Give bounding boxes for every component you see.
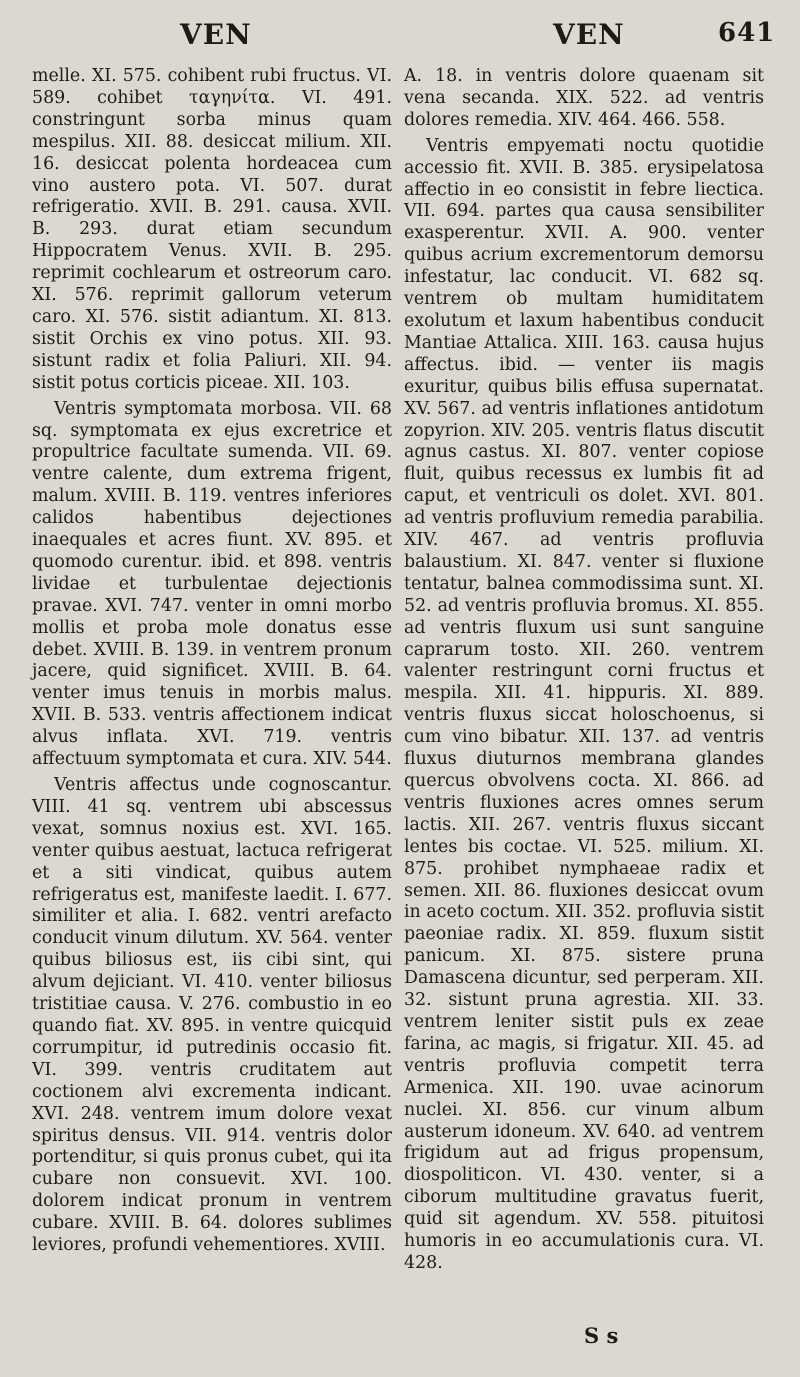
entry-paragraph: Ventris empyemati noctu quotidie accessio fit. XVII. B. 385. erysipelatosa affectio in eo consistit in febre liectica. VII. 694. partes qua causa sensibiliter exasperentur. XVII. A. 900. venter quibus acrium excrementorum demorsu infestatur, lac conducit. VI. 682 sq. ventrem ob multam humiditatem exolutum et laxum habentibus conducit Mantiae Attalica. XIII. 163. causa hujus affectus. ibid. — venter iis magis exuritur, quibus bilis effusa supernatat. XV. 567. ad ventris inflationes antidotum zopyrion. XIV. 205. ventris flatus discutit agnus castus. XI. 807. venter copiose fluit, quibus recessus ex lumbis fit ad caput, et ventriculi os dolet. XVI. 801. ad ventris profluvium remedia parabilia. XIV. 467. ad ventris profluvia balaustium. XI. 847. venter si fluxione tentatur, balnea commodissima sunt. XI. 52. ad ventris profluvia bromus. XI. 855. ad ventris fluxum usi sunt sanguine caprarum tosto. XII. 260. ventrem valenter restringunt corni fructus et mespila. XII. 41. hippuris. XI. 889. ventris fluxus siccat holoschoenus, si cum vino bibatur. XII. 137. ad ventris fluxus diuturnos membrana glandes quercus obvolvens cocta. XI. 866. ad ventris fluxiones acres omnes serum lactis. XII. 267. ventris fluxus siccant lentes bis coctae. VI. 525. milium. XI. 875. prohibet nymphaeae radix et semen. XII. 86. fluxiones desiccat ovum in aceto coctum. XII. 352. profluvia sistit paeoniae radix. XI. 859. fluxum sistit panicum. XI. 875. sistere pruna Damascena dicuntur, sed perperam. XII. 32. sistunt pruna agrestia. XII. 33. ventrem leniter sistit puls ex zeae farina, ac magis, si frigatur. XII. 45. ad ventris profluvia competit terra Armenica. XII. 190. uvae acinorum nuclei. XI. 856. cur vinum album austerum idoneum. XV. 640. ad ventrem frigidum aut ad frigus propensum, diospoliticon. VI. 430. venter, si a ciborum multitudine gravatus fuerit, quid sit agendum. XV. 558. pituitosi humoris in eo accumulationis cura. VI. 428. — [404, 135, 764, 1273]
running-header — [0, 18, 800, 58]
entry-paragraph: melle. XI. 575. cohibent rubi fructus. VI. 589. cohibet ταγηνίτα. VI. 491. constringunt sorba minus quam mespilus. XII. 88. desiccat milium. XII. 16. desiccat polenta hordeacea cum vino austero pota. VI. 507. durat refrigeratio. XVII. B. 291. causa. XVII. B. 293. durat etiam secundum Hippocratem Venus. XVII. B. 295. reprimit cochlearum et ostreorum caro. XI. 576. reprimit gallorum veterum caro. XI. 576. sistit adiantum. XI. 813. sistit Orchis ex vino potus. XII. 93. sistunt radix et folia Paliuri. XII. 94. sistit potus corticis piceae. XII. 103. — [32, 66, 392, 393]
signature-mark: S s — [584, 1323, 619, 1348]
left-column — [32, 66, 392, 1257]
header-right-keyword: VEN — [553, 18, 625, 51]
right-column — [404, 66, 764, 1275]
page-number: 641 — [718, 18, 776, 48]
entry-paragraph: Ventris symptomata morbosa. VII. 68 sq. symptomata ex ejus excretrice et propultrice facultate sumenda. VII. 69. ventre calente, dum extrema frigent, malum. XVIII. B. 119. ventres inferiores calidos habentibus dejectiones inaequales et acres fiunt. XV. 895. et quomodo curentur. ibid. et 898. ventris lividae et turbulentae dejectionis pravae. XVI. 747. venter in omni morbo mollis et proba mole donatus esse debet. XVIII. B. 139. in ventrem pronum jacere, quid significet. XVIII. B. 64. venter imus tenuis in morbis malus. XVII. B. 533. ventris affectionem indicat alvus inflata. XVI. 719. ventris affectuum symptomata et cura. XIV. 544. — [32, 398, 392, 770]
entry-paragraph: Ventris affectus unde cognoscantur. VIII. 41 sq. ventrem ubi abscessus vexat, somnus noxius est. XVI. 165. venter quibus aestuat, lactuca refrigerat et a siti vindicat, quibus autem refrigeratus est, manifeste laedit. I. 677. similiter et alia. I. 682. ventri arefacto conducit vinum dilutum. XV. 564. venter quibus biliosus est, iis cibi sint, qui alvum dejiciant. VI. 410. venter biliosus tristitiae causa. V. 276. combustio in eo quando fiat. XV. 895. in ventre quicquid corrumpitur, id putredinis occasio fit. VI. 399. ventris cruditatem aut coctionem alvi excrementa indicant. XVI. 248. ventrem imum dolore vexat spiritus densus. VII. 914. ventris dolor portenditur, si quis pronus cubet, qui ita cubare non consuevit. XVI. 100. dolorem indicat pronum in ventrem cubare. XVIII. B. 64. dolores sublimes leviores, profundi vehementiores. XVIII. — [32, 775, 392, 1256]
entry-paragraph: A. 18. in ventris dolore quaenam sit vena secanda. XIX. 522. ad ventris dolores remedia. XIV. 464. 466. 558. — [404, 66, 764, 130]
header-left-keyword: VEN — [180, 18, 252, 51]
